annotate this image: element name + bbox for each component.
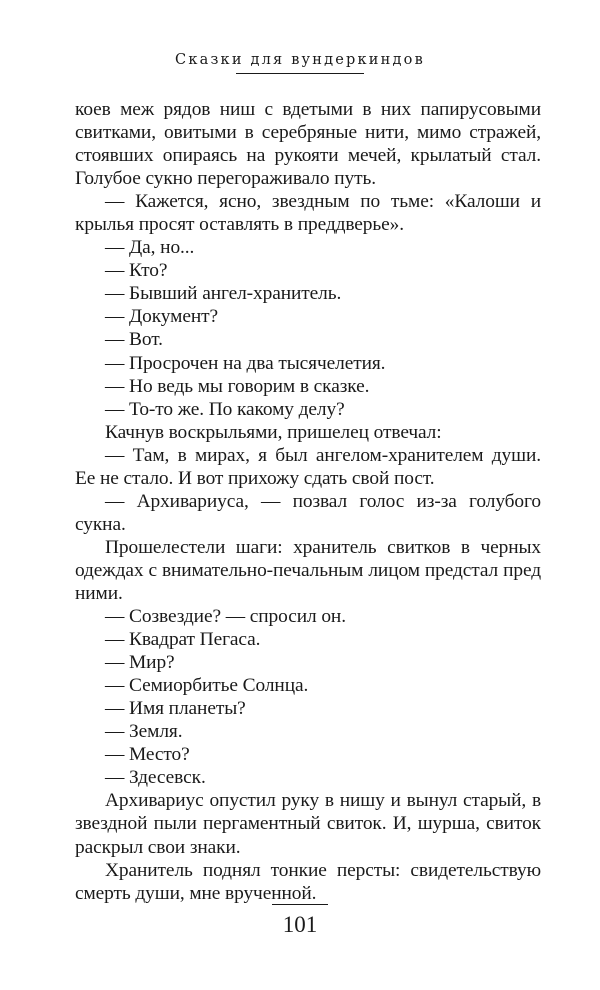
paragraph: Хранитель поднял тонкие персты: свидетельствую смерть души, мне врученной. xyxy=(75,859,541,904)
paragraph: — Кажется, ясно, звездным по тьме: «Калоши и крылья просят оставлять в преддверье». xyxy=(75,191,541,236)
paragraph: Прошелестели шаги: хранитель свитков в черных одеждах с внимательно-печальным лицом предстал пред ними. xyxy=(75,536,541,604)
footer-rule xyxy=(272,904,328,905)
header-rule xyxy=(236,73,364,74)
paragraph: — Бывший ангел-хранитель. xyxy=(105,283,342,305)
paragraph: — Но ведь мы говорим в сказке. xyxy=(105,375,370,397)
paragraph: — Кто? xyxy=(105,260,168,282)
paragraph: Качнув воскрыльями, пришелец отвечал: xyxy=(105,421,442,443)
page-body-text xyxy=(75,98,541,905)
paragraph: — Там, в мирах, я был ангелом-хранителем души. Ее не стало. И вот прихожу сдать свой пост. xyxy=(75,444,541,489)
paragraph: — Документ? xyxy=(105,306,218,328)
paragraph: — Имя планеты? xyxy=(105,698,246,720)
paragraph: Архивариус опустил руку в нишу и вынул старый, в звездной пыли пергаментный свиток. И, шурша, свиток раскрыл свои знаки. xyxy=(75,790,541,858)
paragraph: — Здесевск. xyxy=(105,767,206,789)
paragraph: — Созвездие? — спросил он. xyxy=(105,606,346,628)
paragraph: — То-то же. По какому делу? xyxy=(105,398,345,420)
paragraph: — Земля. xyxy=(105,721,183,743)
paragraph: — Архивариуса, — позвал голос из-за голубого сукна. xyxy=(75,490,541,535)
running-head-title: Сказки для вундеркиндов xyxy=(175,52,425,68)
paragraph: — Семиорбитье Солнца. xyxy=(105,675,309,697)
paragraph: — Место? xyxy=(105,744,190,766)
paragraph: — Квадрат Пегаса. xyxy=(105,629,261,651)
page-number: 101 xyxy=(282,912,318,937)
paragraph: — Да, но... xyxy=(105,237,195,259)
paragraph: — Мир? xyxy=(105,652,175,674)
paragraph: — Вот. xyxy=(105,329,163,351)
paragraph: — Просрочен на два тысячелетия. xyxy=(105,352,386,374)
paragraph: коев меж рядов ниш с вдетыми в них папирусовыми свитками, овитыми в серебряные нити, мимо стражей, стоявших опираясь на рукояти мечей, крылатый стал. Голубое сукно перегораживало путь. xyxy=(75,99,541,190)
